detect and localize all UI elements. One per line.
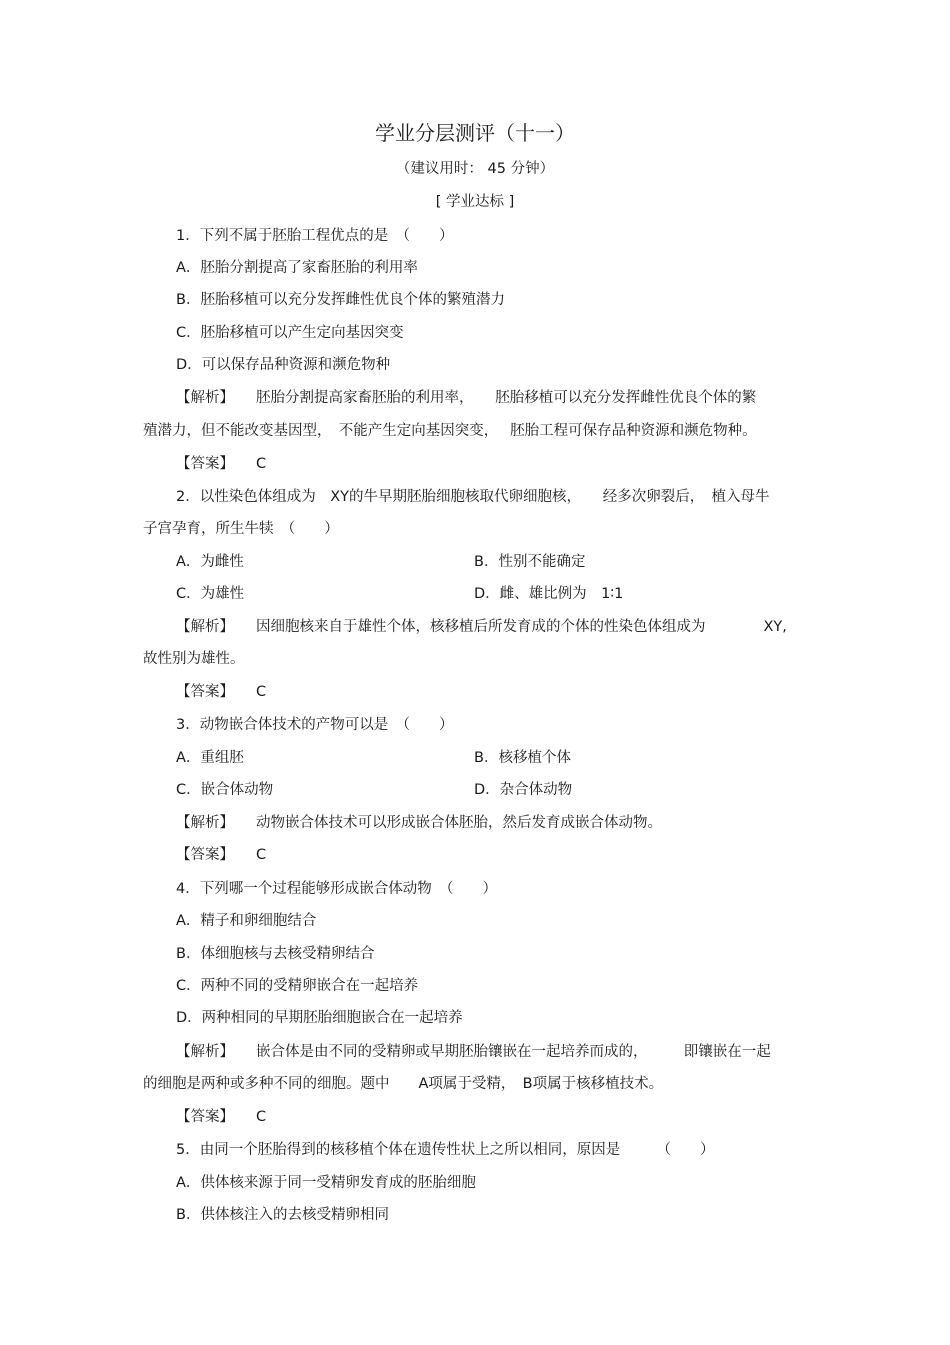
q3-stem: 3．动物嵌合体技术的产物可以是 （ ） [176,717,454,733]
q5-option-b: B．供体核注入的去核受精卵相同 [176,1207,389,1223]
q4-option-a: A．精子和卵细胞结合 [176,913,317,929]
q1-option-d: D．可以保存品种资源和濒危物种 [176,357,391,373]
q1-option-c: C．胚胎移植可以产生定向基因突变 [176,325,404,341]
q4-answer-value: C [256,1109,267,1125]
q5-stem: 5．由同一个胚胎得到的核移植个体在遗传性状上之所以相同，原因是 （ ） [176,1142,715,1158]
q4-analysis-line2: 的细胞是两种或多种不同的细胞。题中 A项属于受精， B项属于核移植技术。 [143,1076,664,1092]
q2-option-b: B．性别不能确定 [474,554,586,570]
analysis-label: 【解析】 [176,390,234,406]
q3-answer [176,845,266,865]
q3-analysis [176,813,662,833]
q4-option-d: D．两种相同的早期胚胎细胞嵌合在一起培养 [176,1010,463,1026]
q1-answer [176,454,266,474]
analysis-label: 【解析】 [176,619,234,635]
answer-label: 【答案】 [176,847,234,863]
q2-stem-line2: 子宫孕育，所生牛犊 （ ） [143,521,339,537]
q1-analysis-line2: 殖潜力，但不能改变基因型， 不能产生定向基因突变， 胚胎工程可保存品种资源和濒危物种。 [143,423,757,439]
q3-answer-value: C [256,847,267,863]
answer-label: 【答案】 [176,684,234,700]
q2-analysis [176,617,787,637]
q3-option-b: B．核移植个体 [474,750,571,766]
q4-option-c: C．两种不同的受精卵嵌合在一起培养 [176,978,419,994]
q2-answer-value: C [256,684,267,700]
answer-label: 【答案】 [176,456,234,472]
q3-option-c: C．嵌合体动物 [176,782,274,798]
analysis-label: 【解析】 [176,1044,234,1060]
q4-analysis [176,1042,771,1062]
analysis-label: 【解析】 [176,815,234,831]
q1-analysis-line1: 胚胎分割提高家畜胚胎的利用率， 胚胎移植可以充分发挥雌性优良个体的繁 [256,390,757,406]
q4-answer [176,1107,266,1127]
answer-label: 【答案】 [176,1109,234,1125]
q4-stem: 4．下列哪一个过程能够形成嵌合体动物 （ ） [176,881,497,897]
q1-option-a: A．胚胎分割提高了家畜胚胎的利用率 [176,260,418,276]
q3-option-a: A．重组胚 [176,750,244,766]
q4-option-b: B．体细胞核与去核受精卵结合 [176,946,375,962]
q2-analysis-line2: 故性别为雄性。 [143,651,245,667]
q2-option-c: C．为雄性 [176,586,245,602]
page-title: 学业分层测评（十一） [375,121,575,145]
q2-option-a: A．为雌性 [176,554,244,570]
q2-option-d: D．雌、雄比例为 1∶1 [474,586,624,602]
q1-analysis [176,388,756,408]
q2-answer [176,682,266,702]
q2-stem-line1: 2．以性染色体组成为 XY的牛早期胚胎细胞核取代卵细胞核， 经多次卵裂后， 植入母牛 [176,489,770,505]
q4-analysis-line1: 嵌合体是由不同的受精卵或早期胚胎镶嵌在一起培养而成的， 即镶嵌在一起 [256,1044,771,1060]
time-note: （建议用时： 45 分钟） [395,161,555,177]
q5-option-a: A．供体核来源于同一受精卵发育成的胚胎细胞 [176,1175,476,1191]
q3-option-d: D．杂合体动物 [474,782,573,798]
q2-analysis-line1: 因细胞核来自于雄性个体，核移植后所发育成的个体的性染色体组成为 XY, [256,619,787,635]
section-heading: [ 学业达标 ] [435,194,515,210]
q3-analysis-line1: 动物嵌合体技术可以形成嵌合体胚胎，然后发育成嵌合体动物。 [256,815,662,831]
q1-option-b: B．胚胎移植可以充分发挥雌性优良个体的繁殖潜力 [176,292,505,308]
q1-stem: 1．下列不属于胚胎工程优点的是 （ ） [176,228,454,244]
q1-answer-value: C [256,456,267,472]
